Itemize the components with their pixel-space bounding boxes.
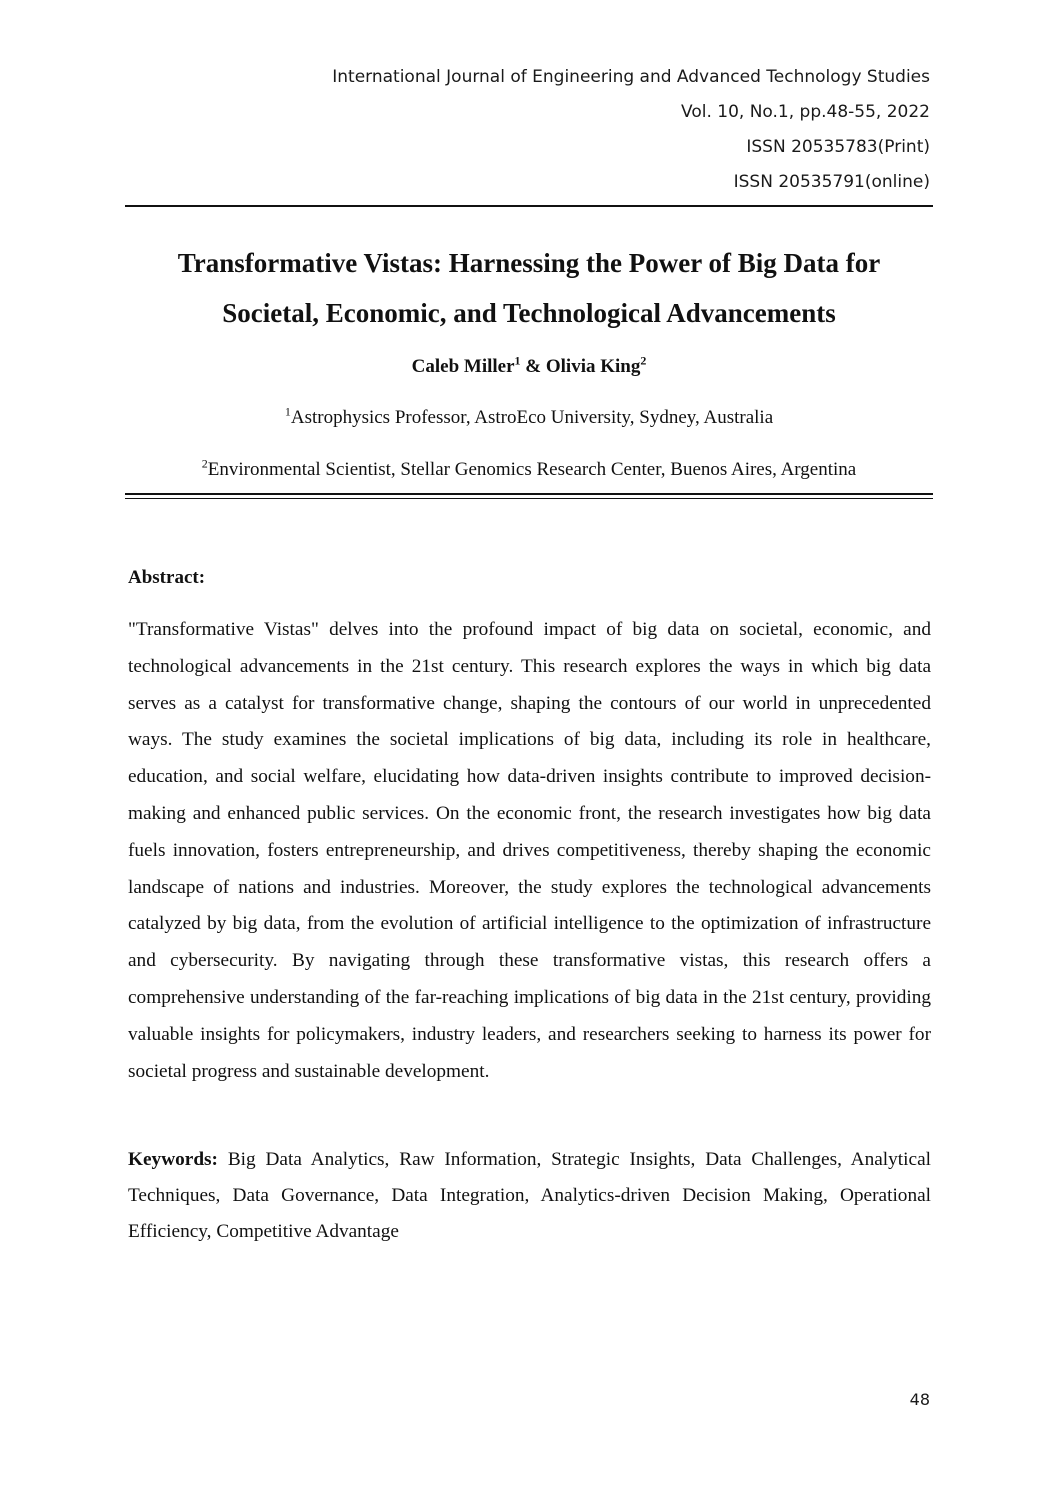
affiliation-1 xyxy=(125,403,933,433)
author-affiliation-mark: 2 xyxy=(640,353,647,368)
affiliation-2 xyxy=(125,455,933,485)
author-list xyxy=(125,352,933,382)
paper-title-line-1: Transformative Vistas: Harnessing the Power of Big Data for xyxy=(177,248,881,278)
affiliation-mark: 2 xyxy=(201,456,208,471)
affiliation-text: Astrophysics Professor, AstroEco University, Sydney, Australia xyxy=(290,407,774,428)
paper-title xyxy=(125,238,933,338)
keywords-label: Keywords: xyxy=(128,1149,218,1170)
paper-title-line-2: Societal, Economic, and Technological Advancements xyxy=(222,298,836,328)
affiliation-text: Environmental Scientist, Stellar Genomics Research Center, Buenos Aires, Argentina xyxy=(207,459,857,480)
author-name: Olivia King xyxy=(545,356,641,377)
journal-name: International Journal of Engineering and Advanced Technology Studies xyxy=(332,67,930,87)
journal-volume: Vol. 10, No.1, pp.48-55, 2022 xyxy=(681,102,930,122)
author-separator: & xyxy=(525,356,542,377)
author-affiliation-mark: 1 xyxy=(514,353,521,368)
abstract-text: "Transformative Vistas" delves into the profound impact of big data on societal, economic, and technological advancements in the 21st century. This research explores the ways in which big data serves as a catalyst for transformative change, shaping the contours of our world in unprecedented ways. The study examines the societal implications of big data, including its role in healthcare, education, and social welfare, elucidating how data-driven insights contribute to improved decision-making and enhanced public services. On the economic front, the research investigates how big data fuels innovation, fosters entrepreneurship, and drives competitiveness, thereby shaping the economic landscape of nations and industries. Moreover, the study explores the technological advancements catalyzed by big data, from the evolution of artificial intelligence to the optimization of infrastructure and cybersecurity. By navigating through these transformative vistas, this research offers a comprehensive understanding of the far-reaching implications of big data in the 21st century, providing valuable insights for policymakers, industry leaders, and researchers seeking to harness its power for societal progress and sustainable development. xyxy=(128,619,931,1082)
page-number: 48 xyxy=(909,1390,930,1409)
header-divider xyxy=(125,205,933,207)
keywords-paragraph xyxy=(128,1142,931,1250)
issn-print: ISSN 20535783(Print) xyxy=(746,137,930,157)
issn-online: ISSN 20535791(online) xyxy=(733,172,930,192)
keywords-text: Big Data Analytics, Raw Information, Strategic Insights, Data Challenges, Analytical Techniques, Data Governance, Data Integration, Analytics-driven Decision Making, Operational Efficiency, Competitive Advantage xyxy=(128,1149,931,1242)
author-name: Caleb Miller xyxy=(411,356,515,377)
title-block-divider xyxy=(125,493,933,499)
affiliation-mark: 1 xyxy=(284,404,291,419)
abstract-heading: Abstract: xyxy=(128,567,206,588)
journal-header xyxy=(170,60,930,200)
